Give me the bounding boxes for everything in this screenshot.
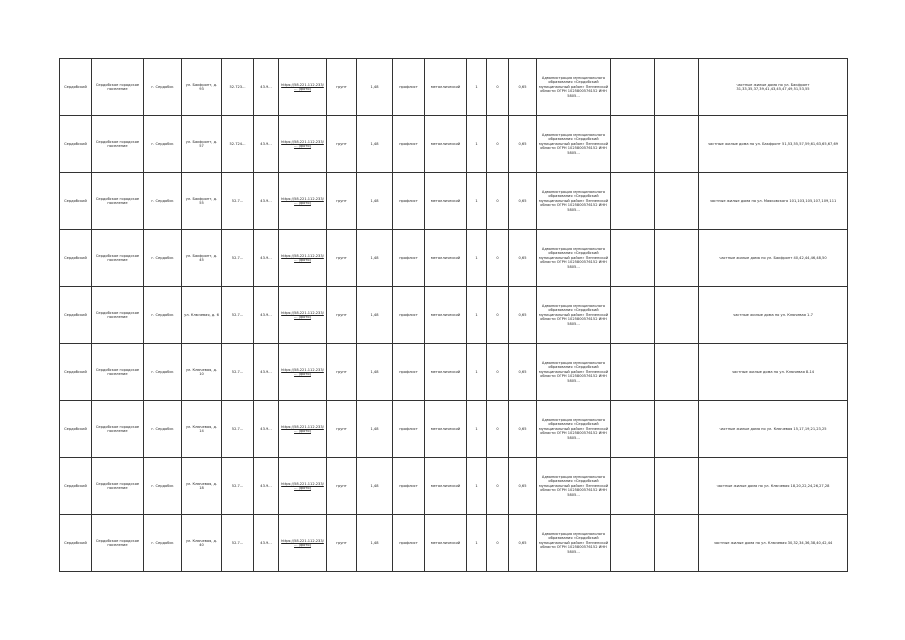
district-cell: Сердобский	[60, 401, 92, 458]
volume-cell: 0,65	[509, 287, 537, 344]
locality-cell: г. Сердобск	[144, 458, 182, 515]
container-type-cell: металлический	[425, 458, 467, 515]
address-cell: ул. Ключевая, д. 14	[182, 401, 222, 458]
map-link-text[interactable]: https://58.221.112.233/ ... (фото)	[281, 481, 324, 490]
container-count-cell: 1	[467, 515, 487, 572]
planned-count-cell: 0	[487, 230, 509, 287]
locality-cell: г. Сердобск	[144, 230, 182, 287]
container-count-cell: 1	[467, 59, 487, 116]
table-row	[60, 59, 848, 116]
locality-cell: г. Сердобск	[144, 116, 182, 173]
area-cell: 1,48	[357, 458, 393, 515]
owner-cell: Администрация муниципального образования «Сердобский муниципальный район» Пензенской области ОГРН 1025800576152 ИНН 5805...	[537, 287, 611, 344]
area-cell: 1,48	[357, 230, 393, 287]
volume-cell: 0,65	[509, 515, 537, 572]
settlement-cell: Сердобское городское поселение	[92, 344, 144, 401]
locality-cell: г. Сердобск	[144, 173, 182, 230]
map-link	[279, 59, 327, 116]
empty-cell	[655, 230, 699, 287]
volume-cell: 0,65	[509, 230, 537, 287]
base-cell: профлист	[393, 230, 425, 287]
surface-cell: грунт	[327, 230, 357, 287]
base-cell: профлист	[393, 344, 425, 401]
empty-cell	[611, 230, 655, 287]
container-type-cell: металлический	[425, 401, 467, 458]
owner-cell: Администрация муниципального образования «Сердобский муниципальный район» Пензенской области ОГРН 1025800576152 ИНН 5805...	[537, 59, 611, 116]
empty-cell	[611, 59, 655, 116]
owner-cell: Администрация муниципального образования «Сердобский муниципальный район» Пензенской области ОГРН 1025800576152 ИНН 5805...	[537, 401, 611, 458]
map-link	[279, 230, 327, 287]
container-count-cell: 1	[467, 230, 487, 287]
surface-cell: грунт	[327, 344, 357, 401]
locality-cell: г. Сердобск	[144, 515, 182, 572]
volume-cell: 0,65	[509, 59, 537, 116]
longitude-cell: 43.9...	[254, 458, 279, 515]
owner-cell: Администрация муниципального образования «Сердобский муниципальный район» Пензенской области ОГРН 1025800576152 ИНН 5805...	[537, 515, 611, 572]
surface-cell: грунт	[327, 401, 357, 458]
longitude-cell: 43.9...	[254, 344, 279, 401]
container-count-cell: 1	[467, 287, 487, 344]
surface-cell: грунт	[327, 515, 357, 572]
map-link-text[interactable]: https://58.221.112.233/ ... (фото)	[281, 424, 324, 433]
container-sites-table	[59, 58, 848, 572]
empty-cell	[611, 458, 655, 515]
planned-count-cell: 0	[487, 287, 509, 344]
settlement-cell: Сердобское городское поселение	[92, 116, 144, 173]
latitude-cell: 52.7...	[222, 230, 254, 287]
container-type-cell: металлический	[425, 344, 467, 401]
table-row	[60, 458, 848, 515]
container-count-cell: 1	[467, 344, 487, 401]
volume-cell: 0,65	[509, 173, 537, 230]
empty-cell	[655, 458, 699, 515]
base-cell: профлист	[393, 458, 425, 515]
latitude-cell: 52.7...	[222, 458, 254, 515]
surface-cell: грунт	[327, 173, 357, 230]
map-link-text[interactable]: https://58.221.112.233/ ... (фото)	[281, 253, 324, 262]
area-cell: 1,48	[357, 401, 393, 458]
longitude-cell: 43.9...	[254, 515, 279, 572]
address-cell: ул. Бакфронт, д. 55	[182, 173, 222, 230]
owner-cell: Администрация муниципального образования «Сердобский муниципальный район» Пензенской области ОГРН 1025800576152 ИНН 5805...	[537, 230, 611, 287]
table-row	[60, 287, 848, 344]
empty-cell	[611, 344, 655, 401]
empty-cell	[611, 401, 655, 458]
longitude-cell: 43.9...	[254, 287, 279, 344]
area-cell: 1,48	[357, 173, 393, 230]
owner-cell: Администрация муниципального образования «Сердобский муниципальный район» Пензенской области ОГРН 1025800576152 ИНН 5805...	[537, 458, 611, 515]
settlement-cell: Сердобское городское поселение	[92, 515, 144, 572]
latitude-cell: 52.7...	[222, 344, 254, 401]
surface-cell: грунт	[327, 458, 357, 515]
table-row	[60, 344, 848, 401]
planned-count-cell: 0	[487, 173, 509, 230]
table-row	[60, 173, 848, 230]
latitude-cell: 52.7...	[222, 287, 254, 344]
address-cell: ул. Ключевая, д. 10	[182, 344, 222, 401]
table-body	[60, 59, 848, 572]
settlement-cell: Сердобское городское поселение	[92, 230, 144, 287]
map-link	[279, 401, 327, 458]
container-type-cell: металлический	[425, 230, 467, 287]
map-link	[279, 458, 327, 515]
table-row	[60, 230, 848, 287]
map-link-text[interactable]: https://58.221.112.233/ ... (фото)	[281, 367, 324, 376]
served-addresses-cell: частные жилые дома по ул. Маяковского 101,103,105,107,109,111	[699, 173, 848, 230]
surface-cell: грунт	[327, 116, 357, 173]
map-link-text[interactable]: https://58.221.112.233/ ... (фото)	[281, 139, 324, 148]
base-cell: профлист	[393, 401, 425, 458]
container-count-cell: 1	[467, 401, 487, 458]
base-cell: профлист	[393, 515, 425, 572]
locality-cell: г. Сердобск	[144, 287, 182, 344]
longitude-cell: 43.9...	[254, 230, 279, 287]
address-cell: ул. Бакфронт, д. 57	[182, 116, 222, 173]
container-count-cell: 1	[467, 116, 487, 173]
container-type-cell: металлический	[425, 515, 467, 572]
area-cell: 1,48	[357, 116, 393, 173]
locality-cell: г. Сердобск	[144, 344, 182, 401]
district-cell: Сердобский	[60, 344, 92, 401]
address-cell: ул. Ключевая, д. 18	[182, 458, 222, 515]
longitude-cell: 43.9...	[254, 401, 279, 458]
empty-cell	[655, 344, 699, 401]
owner-cell: Администрация муниципального образования «Сердобский муниципальный район» Пензенской области ОГРН 1025800576152 ИНН 5805...	[537, 344, 611, 401]
volume-cell: 0,65	[509, 344, 537, 401]
empty-cell	[611, 116, 655, 173]
area-cell: 1,48	[357, 287, 393, 344]
served-addresses-cell: частные жилые дома по ул. Ключевая 1-7	[699, 287, 848, 344]
served-addresses-cell: частные жилые дома по ул. Ключевая 30,32,34,36,38,40,42,44	[699, 515, 848, 572]
district-cell: Сердобский	[60, 515, 92, 572]
volume-cell: 0,65	[509, 458, 537, 515]
map-link	[279, 116, 327, 173]
latitude-cell: 52.723...	[222, 59, 254, 116]
container-count-cell: 1	[467, 458, 487, 515]
table-row	[60, 515, 848, 572]
settlement-cell: Сердобское городское поселение	[92, 173, 144, 230]
longitude-cell: 43.9...	[254, 173, 279, 230]
district-cell: Сердобский	[60, 59, 92, 116]
empty-cell	[655, 287, 699, 344]
volume-cell: 0,65	[509, 116, 537, 173]
address-cell: ул. Ключевая, д. 6	[182, 287, 222, 344]
settlement-cell: Сердобское городское поселение	[92, 287, 144, 344]
latitude-cell: 52.7...	[222, 515, 254, 572]
base-cell: профлист	[393, 287, 425, 344]
volume-cell: 0,65	[509, 401, 537, 458]
table-row	[60, 116, 848, 173]
planned-count-cell: 0	[487, 344, 509, 401]
longitude-cell: 43.9...	[254, 116, 279, 173]
map-link	[279, 344, 327, 401]
empty-cell	[655, 59, 699, 116]
district-cell: Сердобский	[60, 230, 92, 287]
base-cell: профлист	[393, 116, 425, 173]
district-cell: Сердобский	[60, 116, 92, 173]
address-cell: ул. Ключевая, д. 40	[182, 515, 222, 572]
surface-cell: грунт	[327, 287, 357, 344]
latitude-cell: 52.7...	[222, 173, 254, 230]
map-link-text[interactable]: https://58.221.112.233/ ... (фото)	[281, 196, 324, 205]
served-addresses-cell: частные жилые дома по ул. Бакфронт 40,42,44,46,48,50	[699, 230, 848, 287]
container-count-cell: 1	[467, 173, 487, 230]
area-cell: 1,48	[357, 515, 393, 572]
district-cell: Сердобский	[60, 287, 92, 344]
map-link-text[interactable]: https://58.221.112.233/ ... (фото)	[281, 82, 324, 91]
map-link	[279, 515, 327, 572]
map-link	[279, 287, 327, 344]
empty-cell	[655, 173, 699, 230]
address-cell: ул. Бакфронт, д. 93	[182, 59, 222, 116]
container-type-cell: металлический	[425, 287, 467, 344]
empty-cell	[655, 515, 699, 572]
latitude-cell: 52.724...	[222, 116, 254, 173]
served-addresses-cell: частные жилые дома по ул. Ключевая 15,17,19,21,23,25	[699, 401, 848, 458]
settlement-cell: Сердобское городское поселение	[92, 401, 144, 458]
area-cell: 1,48	[357, 59, 393, 116]
base-cell: профлист	[393, 173, 425, 230]
planned-count-cell: 0	[487, 116, 509, 173]
planned-count-cell: 0	[487, 59, 509, 116]
owner-cell: Администрация муниципального образования «Сердобский муниципальный район» Пензенской области ОГРН 1025800576152 ИНН 5805...	[537, 173, 611, 230]
empty-cell	[611, 287, 655, 344]
planned-count-cell: 0	[487, 515, 509, 572]
empty-cell	[611, 173, 655, 230]
container-type-cell: металлический	[425, 173, 467, 230]
empty-cell	[611, 515, 655, 572]
served-addresses-cell: частные жилые дома по ул. Бакфронт 31,33,35,37,39,41,43,45,47,49,51,53,55	[699, 59, 848, 116]
address-cell: ул. Бакфронт, д. 45	[182, 230, 222, 287]
latitude-cell: 52.7...	[222, 401, 254, 458]
settlement-cell: Сердобское городское поселение	[92, 59, 144, 116]
served-addresses-cell: частные жилые дома по ул. Бакфронт 51,53,55,57,59,61,63,65,67,69	[699, 116, 848, 173]
planned-count-cell: 0	[487, 458, 509, 515]
container-type-cell: металлический	[425, 116, 467, 173]
planned-count-cell: 0	[487, 401, 509, 458]
base-cell: профлист	[393, 59, 425, 116]
empty-cell	[655, 116, 699, 173]
longitude-cell: 43.9...	[254, 59, 279, 116]
served-addresses-cell: частные жилые дома по ул. Ключевая 8-14	[699, 344, 848, 401]
container-type-cell: металлический	[425, 59, 467, 116]
empty-cell	[655, 401, 699, 458]
district-cell: Сердобский	[60, 173, 92, 230]
area-cell: 1,48	[357, 344, 393, 401]
district-cell: Сердобский	[60, 458, 92, 515]
locality-cell: г. Сердобск	[144, 401, 182, 458]
map-link	[279, 173, 327, 230]
surface-cell: грунт	[327, 59, 357, 116]
owner-cell: Администрация муниципального образования «Сердобский муниципальный район» Пензенской области ОГРН 1025800576152 ИНН 5805...	[537, 116, 611, 173]
served-addresses-cell: частные жилые дома по ул. Ключевая 18,20,22,24,26,27,28	[699, 458, 848, 515]
locality-cell: г. Сердобск	[144, 59, 182, 116]
map-link-text[interactable]: https://58.221.112.233/ ... (фото)	[281, 310, 324, 319]
settlement-cell: Сердобское городское поселение	[92, 458, 144, 515]
map-link-text[interactable]: https://58.221.112.233/ ... (фото)	[281, 538, 324, 547]
table-row	[60, 401, 848, 458]
